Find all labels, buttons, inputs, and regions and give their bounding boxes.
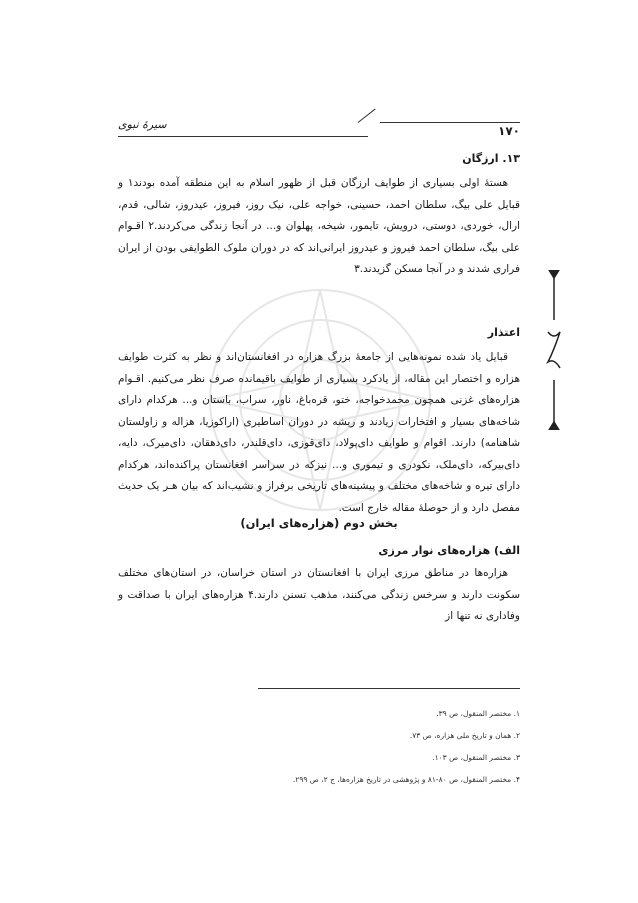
- header-rule: [118, 136, 368, 137]
- footnote: ۲. همان و تاریخ ملی هزاره، ص ۷۳.: [409, 731, 520, 740]
- footnote: ۴. مختصر المنقول، ص ۸۰-۸۱ و پژوهشی در تاریخ هزاره‌ها، ج ۲، ص ۲۹۹.: [292, 775, 520, 784]
- side-ornament: [542, 270, 566, 430]
- section-13: [118, 148, 520, 281]
- paragraph: هزاره‌ها در مناطق مرزی ایران با افغانستان در استان خراسان، در استان‌های مختلف سکونت دارند و سرخس زندگی می‌کنند، مذهب تسنن دارند.۴ هزاره‌های ایران با صداقت و وفاداری نه تنها از: [118, 567, 521, 622]
- apology-section: [118, 322, 520, 519]
- footnote: ۱. مختصر المنقول، ص ۳۹.: [436, 709, 520, 718]
- header-rule-right: [380, 122, 520, 123]
- part-title: بخش دوم (هزاره‌های ایران): [240, 516, 398, 530]
- part-2: [118, 512, 520, 628]
- section-heading: اعتذار: [487, 326, 520, 339]
- subheading: الف) هزاره‌های نوار مرزی: [378, 544, 520, 557]
- page-number: ۱۷۰: [498, 124, 520, 138]
- footnotes: [258, 703, 520, 791]
- header-rule-slant: [358, 109, 376, 123]
- paragraph: هستۀ اولی بسیاری از طوایف ارزگان قبل از ظهور اسلام به این منطقه آمده بودند۱ و قبایل علی بیگ، سلطان احمد، حسینی، خواجه علی، نیک روز، فیروز، عیدروز، شالی، قدم، ارال، خوردی، دوستی، درویش، تایمور، شیخه، پهلوان و... در آنجا زندگی می‌کردند.۲ اقـوام علی بیگ، سلطان احمد فیروز و عیدروز ایرانی‌اند که در دوران ملوک الطوایفی بودن از ایران فراری شدند و در آنجا مسکن گزیدند.۳: [118, 177, 520, 275]
- footnote: ۳. مختصر المنقول، ص ۱۰۳.: [432, 753, 520, 762]
- footnote-rule: [258, 688, 520, 689]
- paragraph: قبایل یاد شده نمونه‌هایی از جامعۀ بزرگ هزاره در افغانستان‌اند و نظر به کثرت طوایف هزاره و اختصار این مقاله، از یادکرد بسیاری از طوایف باقیمانده صرف نظر می‌کنیم. اقـوام هزاره‌های غزنی همچون محمدخواجه، ختو، قره‌باغ، ناور، سراب، باستان و... هرکدام دارای شاخه‌های بسیار و افتخارات زیادند و ریشه در دوران اساطیری (اراکوزیا، هزاله و زاولستان شاهنامه) دارند. اقوام و طوایف دای‌پولاد، دای‌قوزی، دای‌قلندر، دای‌دهقان، دای‌میرک، دایه، دای‌بیرکه، دای‌ملک، نکودری و تیموری و... نیزکه در سراسر افغانستان پراکنده‌اند، هرکدام دارای تیره و شاخه‌های مختلف و پیشینه‌های تاریخی برفراز و نشیب‌اند که بیان هـر یک حدیث مفصل دارد و از حوصلۀ مقاله خارج است.: [118, 351, 520, 514]
- journal-logo: سیرۀ نبوی: [118, 118, 167, 131]
- page-header: [118, 108, 520, 142]
- section-heading: ۱۳. ارزگان: [462, 152, 520, 165]
